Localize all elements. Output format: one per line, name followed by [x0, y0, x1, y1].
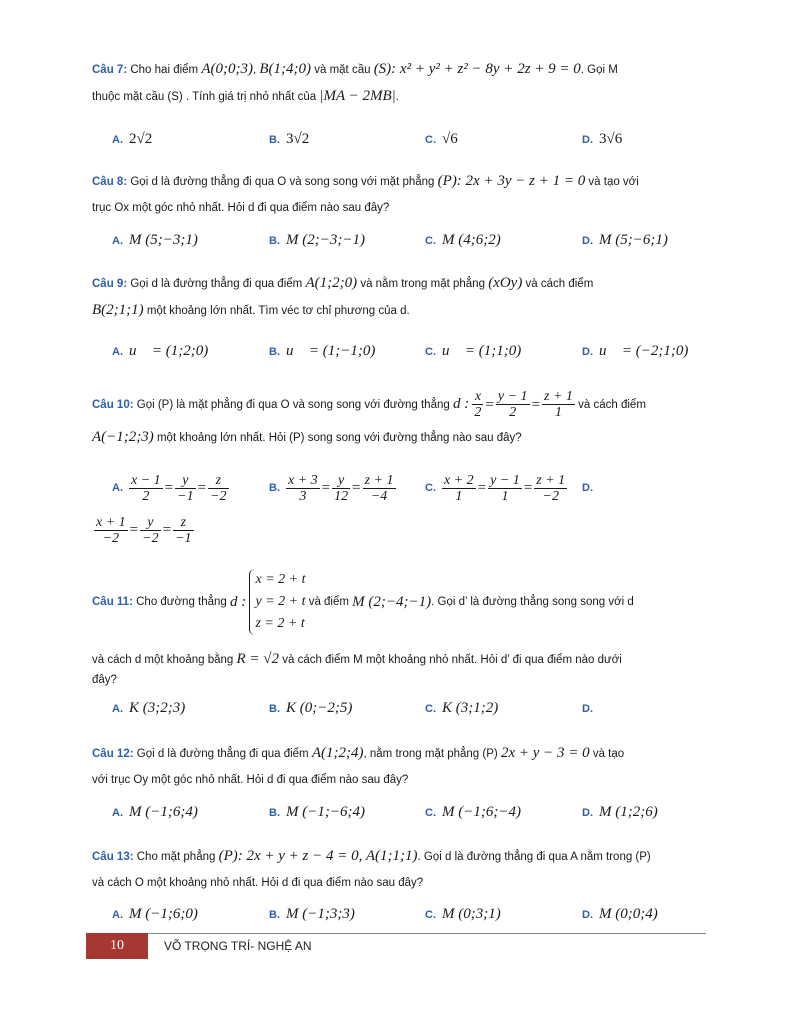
question-text: Cho hai điểm	[130, 64, 199, 76]
option-value: 3√2	[286, 131, 310, 147]
author-name: VÕ TRỌNG TRÍ- NGHỆ AN	[164, 939, 312, 953]
option-value: M (5;−6;1)	[599, 232, 668, 248]
option-label: A.	[112, 134, 123, 146]
question-text: . Gọi d’ là đường thẳng song song với d	[431, 596, 634, 608]
option-label: C.	[425, 807, 436, 819]
option-label: D.	[582, 134, 593, 146]
sphere-equation: (S): x² + y² + z² − 8y + 2z + 9 = 0	[373, 61, 581, 77]
line-name: d :	[230, 594, 247, 610]
question-text: một khoảng lớn nhất. Hỏi (P) song song với đường thẳng nào sau đây?	[156, 432, 522, 444]
option-label: B.	[269, 346, 280, 358]
option-value: M (−1;3;3)	[286, 906, 355, 922]
option-b[interactable]	[269, 343, 375, 360]
option-value: √6	[442, 131, 458, 147]
question-text: và tạo	[592, 748, 625, 760]
option-value: M (−1;6;−4)	[442, 804, 521, 820]
page-number: 10	[86, 933, 148, 959]
option-label: B.	[269, 134, 280, 146]
option-label: B.	[269, 703, 280, 715]
option-b[interactable]: B. $\frac{x + 3}{3}$ = $\frac{y}{12}$ = $\frac{z + 1}{-4}$	[269, 472, 394, 504]
option-a[interactable]	[112, 232, 198, 249]
option-b[interactable]	[269, 804, 365, 821]
question-text: và cách điểm	[578, 399, 646, 411]
plane-equation: (P): 2x + 3y − z + 1 = 0	[437, 173, 586, 189]
option-label: A.	[112, 235, 123, 247]
answer-options	[112, 804, 702, 828]
option-label: D.	[582, 909, 593, 921]
question-text: và cách O một khoảng nhỏ nhất. Hỏi d đi qua điểm nào sau đây?	[92, 877, 424, 889]
parametric-system: x = 2 + t y = 2 + t z = 2 + t	[249, 569, 305, 635]
option-d[interactable]	[582, 906, 658, 923]
question-text: trục Ox một góc nhỏ nhất. Hỏi d đi qua điểm nào sau đây?	[92, 202, 390, 214]
option-value: K (3;1;2)	[442, 700, 499, 716]
question-text: và tạo với	[588, 176, 639, 188]
option-d[interactable]	[582, 804, 658, 821]
option-value: M (−1;−6;4)	[286, 804, 365, 820]
question-text: thuộc mặt cầu (S) . Tính giá trị nhỏ nhất của	[92, 91, 317, 103]
point-m: M (2;−4;−1)	[352, 594, 432, 610]
question-9	[92, 270, 700, 324]
option-a[interactable]	[112, 804, 198, 821]
answer-options	[112, 470, 702, 506]
plane-equation: 2x + y − 3 = 0	[500, 745, 590, 761]
question-8	[92, 168, 700, 221]
question-text: . Gọi d là đường thẳng đi qua A nằm trong (P)	[417, 851, 651, 863]
option-label: D.	[582, 235, 593, 247]
point-a: A(−1;2;3)	[92, 429, 154, 445]
option-label: C.	[425, 909, 436, 921]
question-text: . Gọi M	[580, 64, 618, 76]
answer-options	[112, 131, 702, 155]
question-13	[92, 843, 700, 896]
point-b: B(2;1;1)	[92, 302, 144, 318]
option-value: K (0;−2;5)	[286, 700, 353, 716]
question-label: Câu 11:	[92, 596, 133, 608]
option-value: M (5;−3;1)	[129, 232, 198, 248]
option-a[interactable]	[112, 700, 185, 717]
question-label: Câu 13:	[92, 851, 134, 863]
option-label: C.	[425, 346, 436, 358]
option-b[interactable]	[269, 232, 365, 249]
option-label: D.	[582, 807, 593, 819]
option-label: C.	[425, 235, 436, 247]
option-c[interactable]	[425, 906, 501, 923]
option-d[interactable]	[582, 232, 668, 249]
option-label: D.	[582, 482, 593, 494]
option-value: M (−1;6;0)	[129, 906, 198, 922]
page-footer	[86, 933, 706, 959]
question-11	[92, 566, 700, 693]
expression: |MA − 2MB|	[319, 88, 396, 104]
option-value: 2√2	[129, 131, 153, 147]
question-text: Gọi d là đường thẳng đi qua điểm	[136, 748, 309, 760]
option-value: K (3;2;3)	[129, 700, 186, 716]
question-label: Câu 12:	[92, 748, 134, 760]
option-a[interactable]	[112, 906, 198, 923]
option-d[interactable]	[582, 343, 688, 360]
option-label: C.	[425, 703, 436, 715]
option-value: M (2;−3;−1)	[286, 232, 365, 248]
option-c[interactable]	[425, 804, 521, 821]
question-text: và cách d một khoảng bằng	[92, 654, 234, 666]
option-value: u⃗ = (−2;1;0)	[599, 343, 689, 359]
radius: R = √2	[236, 651, 280, 667]
option-a[interactable]: A. $\frac{x - 1}{2}$ = $\frac{y}{-1}$ = $\frac{z}{-2}$	[112, 472, 227, 504]
fraction: $\frac{z + 1}{1}$	[544, 389, 573, 421]
option-c[interactable]	[425, 232, 501, 249]
option-d-value: $\frac{x + 1}{-2}$ = $\frac{y}{-2}$ = $\frac{z}{-1}$	[96, 514, 192, 546]
question-text: Gọi d là đường thẳng đi qua O và song song với mặt phẳng	[130, 176, 435, 188]
point-a: A(1;2;4)	[311, 745, 364, 761]
question-text: Cho đường thẳng	[136, 596, 227, 608]
option-value: u⃗ = (1;2;0)	[129, 343, 209, 359]
option-c[interactable]	[425, 343, 521, 360]
option-value: u⃗ = (1;−1;0)	[286, 343, 376, 359]
question-text: và mặt cầu	[314, 64, 371, 76]
option-a[interactable]	[112, 343, 208, 360]
question-text: và điểm	[308, 596, 349, 608]
question-text: và cách điểm	[525, 278, 594, 290]
fraction: $\frac{y - 1}{2}$	[497, 389, 528, 421]
option-value: M (1;2;6)	[599, 804, 658, 820]
point-a: A(1;2;0)	[305, 275, 358, 291]
question-label: Câu 7:	[92, 64, 128, 76]
point-b: B(1;4;0)	[259, 61, 312, 77]
option-value: M (−1;6;4)	[129, 804, 198, 820]
option-label: B.	[269, 807, 280, 819]
option-b[interactable]	[269, 906, 355, 923]
option-label: A.	[112, 807, 123, 819]
option-label: B.	[269, 909, 280, 921]
option-d[interactable]	[582, 470, 599, 506]
option-c[interactable]: C. $\frac{x + 2}{1}$ = $\frac{y - 1}{1}$ = $\frac{z + 1}{-2}$	[425, 472, 566, 504]
question-text: Gọi (P) là mặt phẳng đi qua O và song song với đường thẳng	[136, 399, 450, 411]
question-label: Câu 10:	[92, 399, 134, 411]
option-value: M (4;6;2)	[442, 232, 501, 248]
option-label: C.	[425, 134, 436, 146]
question-text: Gọi d là đường thẳng đi qua điểm	[130, 278, 303, 290]
line-name: d :	[452, 396, 470, 412]
option-a[interactable]	[112, 131, 152, 148]
option-label: B.	[269, 235, 280, 247]
option-label: A.	[112, 482, 123, 495]
option-c[interactable]	[425, 700, 498, 717]
option-label: A.	[112, 346, 123, 358]
option-label: D.	[582, 346, 593, 358]
question-text: và nằm trong mặt phẳng	[360, 278, 485, 290]
answer-options	[112, 232, 702, 256]
option-d[interactable]	[582, 700, 599, 717]
fraction: $\frac{x}{2}$	[474, 389, 482, 421]
question-7: Câu 7: Cho hai điểm A(0;0;3), B(1;4;0) và mặt cầu (S): x² + y² + z² − 8y + 2z + 9 = 0. Gọi M thuộc mặt cầu (S) . Tính giá trị nhỏ nhất của |MA − 2MB|.	[92, 61, 618, 104]
question-10: Câu 10: Gọi (P) là mặt phẳng đi qua O và song song với đường thẳng d : $\frac{x}{2}$ = $\frac{y - 1}{2}$ = $\frac{z + 1}{1}$ và cách điểm A(−1;2;3) một khoảng lớn nhất. Hỏi (P) song song với đường thẳng nào sau đây?	[92, 389, 646, 445]
option-label: C.	[425, 482, 436, 495]
plane-name: (xOy)	[488, 275, 523, 291]
question-text: và cách điểm M một khoảng nhỏ nhất. Hỏi d’ đi qua điểm nào dưới	[282, 654, 622, 666]
option-value: M (0;0;4)	[599, 906, 658, 922]
question-label: Câu 8:	[92, 176, 128, 188]
question-text: đây?	[92, 674, 117, 686]
answer-options	[112, 906, 702, 930]
option-value: M (0;3;1)	[442, 906, 501, 922]
option-label: D.	[582, 703, 593, 715]
option-b[interactable]	[269, 131, 309, 148]
point-a: A(0;0;3)	[201, 61, 253, 77]
option-d[interactable]	[582, 131, 622, 148]
option-label: B.	[269, 482, 280, 495]
option-label: A.	[112, 909, 123, 921]
answer-options	[112, 700, 702, 724]
question-12	[92, 740, 700, 793]
question-text: , nằm trong mặt phẳng (P)	[363, 748, 498, 760]
option-label: A.	[112, 703, 123, 715]
option-c[interactable]	[425, 131, 458, 148]
question-label: Câu 9:	[92, 278, 128, 290]
option-value: 3√6	[599, 131, 623, 147]
option-b[interactable]	[269, 700, 352, 717]
answer-options	[112, 343, 702, 367]
plane-equation: (P): 2x + y + z − 4 = 0, A(1;1;1)	[218, 848, 418, 864]
question-text: một khoảng lớn nhất. Tìm véc tơ chỉ phương của d.	[146, 305, 410, 317]
question-text: Cho mặt phẳng	[136, 851, 216, 863]
question-text: với trục Oy một góc nhỏ nhất. Hỏi d đi qua điểm nào sau đây?	[92, 774, 409, 786]
punctuation: .	[395, 91, 399, 103]
option-value: u⃗ = (1;1;0)	[442, 343, 522, 359]
